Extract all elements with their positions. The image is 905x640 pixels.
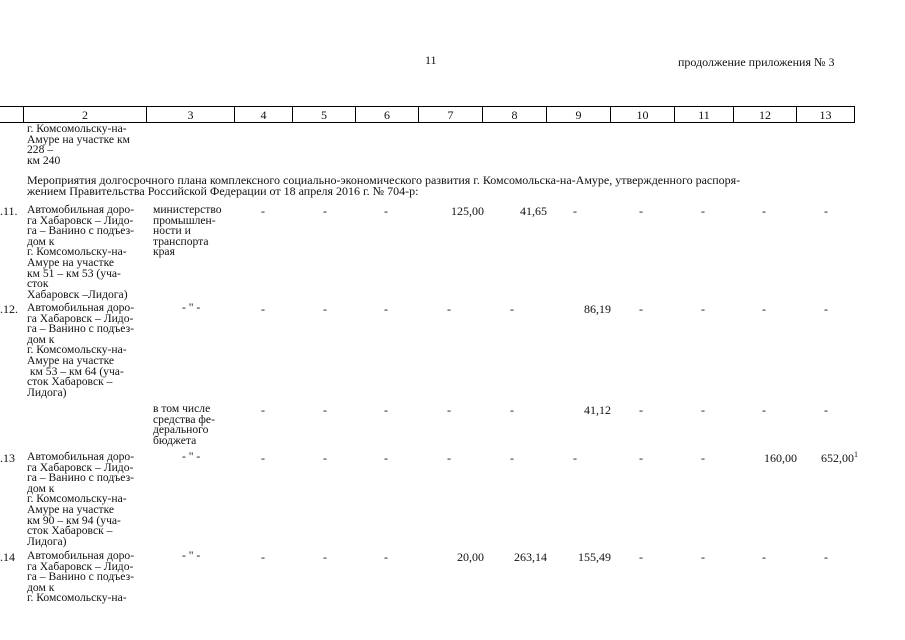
row-name-line: сток: [27, 277, 49, 291]
row-value-9: 41,12: [584, 403, 611, 417]
row-value-8: -: [510, 403, 514, 417]
row-value-9: -: [573, 204, 577, 218]
row-value-7: 125,00: [451, 204, 484, 218]
row-value-11: -: [701, 451, 705, 465]
row-name-line: Автомобильная доро-: [27, 301, 135, 314]
row-value-11: -: [701, 204, 705, 218]
intro-name-line: г. Комсомольску-на-: [27, 122, 127, 135]
column-header-6: 6: [356, 107, 419, 123]
row-name-line: Лидога): [27, 534, 67, 548]
row-name-line: км 51 – км 53 (уча-: [27, 266, 121, 280]
row-name-line: га – Ванино с подъез-: [27, 471, 135, 485]
row-name-line: км 90 – км 94 (уча-: [27, 513, 121, 527]
row-value-10: -: [639, 204, 643, 218]
row-responsible-line: - " -: [182, 549, 201, 562]
row-value-9: 86,19: [584, 302, 611, 316]
column-header-1: [0, 107, 24, 123]
column-header-8: 8: [483, 107, 547, 123]
row-value-13: -: [824, 204, 828, 218]
row-name-line: г. Комсомольску-на-: [27, 245, 127, 259]
row-name-line: дом к: [27, 234, 55, 248]
row-value-5: -: [323, 451, 327, 465]
row-name-line: Автомобильная доро-: [27, 450, 135, 463]
column-header-12: 12: [734, 107, 797, 123]
page-number: 11: [425, 53, 437, 67]
row-name-line: км 53 – км 64 (уча-: [27, 364, 124, 378]
row-value-8: 41,65: [520, 204, 547, 218]
row-name-line: га Хабаровск – Лидо-: [27, 559, 134, 573]
row-value-13: -: [824, 302, 828, 316]
row-name-line: дом к: [27, 332, 55, 346]
intro-name-line: км 240: [27, 153, 61, 167]
column-header-13: 13: [797, 107, 855, 123]
column-header-11: 11: [675, 107, 734, 123]
row-name-line: Хабаровск –Лидога): [27, 287, 128, 301]
row-responsible-line: промышлен-: [153, 213, 216, 227]
row-value-8: -: [510, 451, 514, 465]
row-responsible-line: в том числе: [153, 402, 211, 415]
row-value-4: -: [261, 204, 265, 218]
row-value-11: -: [701, 302, 705, 316]
row-value-10: -: [639, 302, 643, 316]
row-name-line: Амуре на участке: [27, 354, 115, 367]
column-header-9: 9: [547, 107, 611, 123]
row-value-4: -: [261, 550, 265, 564]
row-name-line: сток Хабаровск –: [27, 524, 113, 538]
row-value-4: -: [261, 451, 265, 465]
column-header-5: 5: [293, 107, 356, 123]
row-value-7: 20,00: [457, 550, 484, 564]
row-value-12: -: [762, 403, 766, 417]
row-value-10: -: [639, 550, 643, 564]
row-value-6: -: [384, 204, 388, 218]
row-value-9: -: [573, 451, 577, 465]
row-name-line: га Хабаровск – Лидо-: [27, 460, 134, 474]
row-responsible-line: - " -: [182, 301, 201, 314]
row-responsible-line: края: [153, 245, 175, 259]
row-value-7: -: [447, 403, 451, 417]
intro-name-line: 228 –: [27, 143, 54, 157]
row-value-5: -: [323, 302, 327, 316]
row-name-line: дом к: [27, 580, 55, 594]
intro-name-line: Амуре на участке км: [27, 132, 130, 146]
row-name-line: га Хабаровск – Лидо-: [27, 213, 134, 227]
row-name-line: Автомобильная доро-: [27, 549, 135, 562]
row-value-7: -: [447, 451, 451, 465]
row-value-13: 652,00$^1$: [821, 450, 858, 465]
row-value-11: -: [701, 403, 705, 417]
row-responsible-line: ности и: [153, 224, 191, 238]
row-value-6: -: [384, 302, 388, 316]
row-value-5: -: [323, 403, 327, 417]
row-value-12: -: [762, 302, 766, 316]
row-id: .13: [0, 451, 15, 465]
row-responsible-line: - " -: [182, 450, 201, 463]
row-name-line: Амуре на участке: [27, 503, 115, 516]
column-header-10: 10: [611, 107, 675, 123]
row-value-12: -: [762, 550, 766, 564]
row-name-line: га Хабаровск – Лидо-: [27, 311, 134, 325]
row-name-line: Амуре на участке: [27, 256, 115, 269]
row-name-line: г. Комсомольску-на-: [27, 492, 127, 506]
row-value-7: -: [447, 302, 451, 316]
row-value-8: -: [510, 302, 514, 316]
row-value-9: 155,49: [578, 550, 611, 564]
row-responsible-line: транспорта: [153, 234, 209, 248]
section-heading-line: Мероприятия долгосрочного плана комплексного социально-экономического развития г. Комсомольска-на-Амуре, утвержденного распоря-: [27, 173, 741, 187]
row-name-line: г. Комсомольску-на-: [27, 343, 127, 357]
row-id: .12.: [0, 302, 18, 316]
row-name-line: га – Ванино с подъез-: [27, 224, 135, 238]
row-value-13: -: [824, 550, 828, 564]
row-value-12: -: [762, 204, 766, 218]
row-value-13: -: [824, 403, 828, 417]
row-value-4: -: [261, 302, 265, 316]
row-name-line: Автомобильная доро-: [27, 203, 135, 216]
row-responsible-line: бюджета: [153, 433, 197, 447]
row-value-4: -: [261, 403, 265, 417]
row-value-6: -: [384, 403, 388, 417]
row-responsible-line: министерство: [153, 203, 222, 216]
column-header-2: 2: [24, 107, 147, 123]
row-name-line: г. Комсомольску-на-: [27, 591, 127, 605]
row-id: .11.: [0, 204, 18, 218]
row-name-line: дом к: [27, 481, 55, 495]
row-name-line: га – Ванино с подъез-: [27, 322, 135, 336]
row-value-6: -: [384, 451, 388, 465]
column-header-4: 4: [235, 107, 293, 123]
row-id: .14: [0, 550, 15, 564]
column-header-3: 3: [147, 107, 235, 123]
row-value-6: -: [384, 550, 388, 564]
footnote-marker: 1: [854, 450, 858, 459]
section-heading-line: жением Правительства Российской Федерации от 18 апреля 2016 г. № 704-р:: [27, 184, 419, 198]
row-name-line: Лидога): [27, 385, 67, 399]
row-name-line: га – Ванино с подъез-: [27, 570, 135, 584]
column-header-7: 7: [419, 107, 483, 123]
row-value-11: -: [701, 550, 705, 564]
continuation-label: продолжение приложения № 3: [678, 55, 835, 69]
row-value-5: -: [323, 204, 327, 218]
row-responsible-line: дерального: [153, 423, 209, 437]
row-value-5: -: [323, 550, 327, 564]
row-responsible-line: средства фе-: [153, 412, 215, 426]
row-name-line: сток Хабаровск –: [27, 375, 113, 389]
row-value-12: 160,00: [764, 451, 797, 465]
row-value-10: -: [639, 403, 643, 417]
row-value-8: 263,14: [514, 550, 547, 564]
column-header-row: [0, 106, 855, 123]
row-value-10: -: [639, 451, 643, 465]
